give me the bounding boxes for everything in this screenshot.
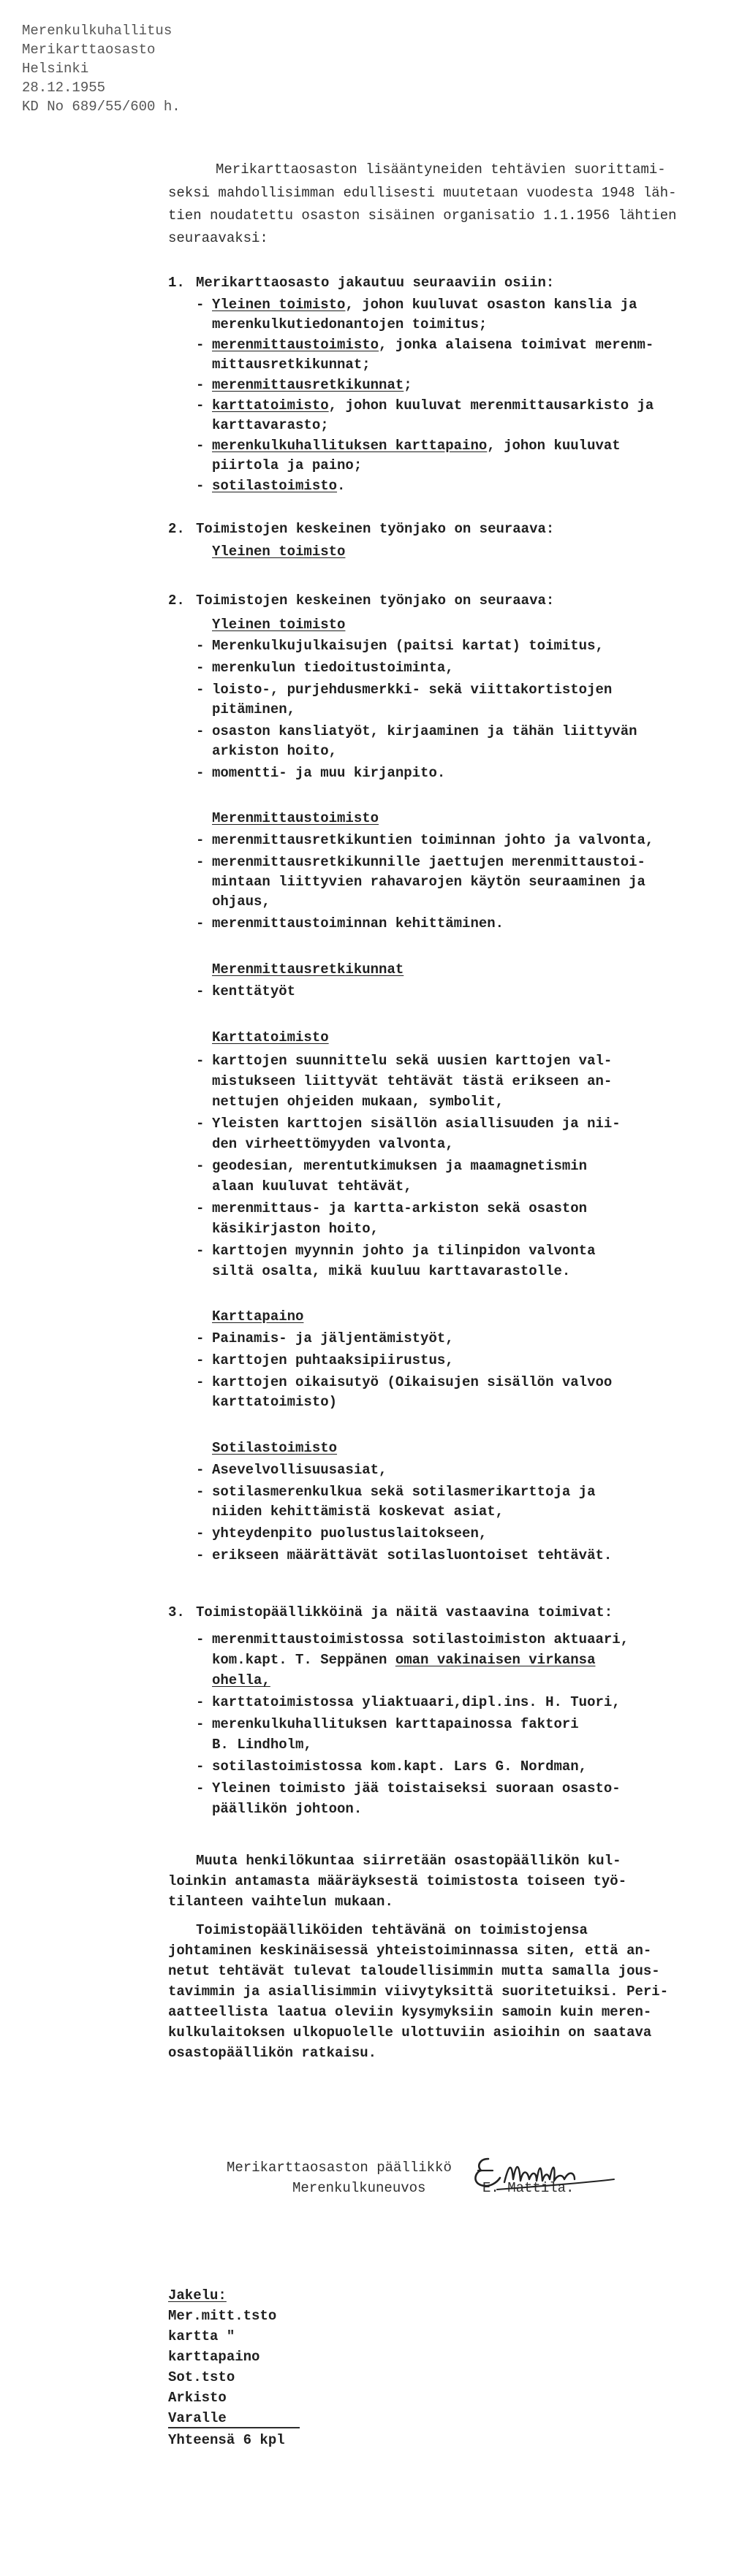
appointment-line: päällikön johtoon. [212,1801,363,1817]
subsection-heading: Yleinen toimisto [212,617,346,633]
bullet-dash: - [196,1694,205,1710]
duty-line: karttojen oikaisutyö (Oikaisujen sisällön valvoo [212,1374,613,1390]
bullet-dash: - [196,377,205,393]
duty-line: merenmittaustoiminnan kehittäminen. [212,915,504,931]
list-item-continuation: merenkulkutiedonantojen toimitus; [212,316,488,332]
bullet-dash: - [196,1780,205,1796]
paragraph-line: loinkin antamasta määräyksestä toimistosta toiseen työ- [168,1873,627,1889]
bullet-dash: - [196,660,205,676]
distribution-item: kartta " [168,2328,235,2344]
list-item: Yleinen toimisto, johon kuuluvat osaston kanslia ja [212,297,637,313]
bullet-dash: - [196,915,205,931]
total-rule [168,2427,300,2428]
subsection-heading: Yleinen toimisto [212,544,346,560]
duty-line: kenttätyöt [212,983,296,999]
duty-line: alaan kuuluvat tehtävät, [212,1178,412,1194]
section-number: 2. [168,521,185,537]
list-item: merenmittaustoimisto, jonka alaisena toimivat merenm- [212,337,654,353]
duty-line: merenmittausretkikuntien toiminnan johto ja valvonta, [212,832,654,848]
bullet-dash: - [196,765,205,781]
duty-line: merenkulun tiedoitustoiminta, [212,660,454,676]
subsection-heading: Merenmittausretkikunnat [212,961,404,978]
bullet-dash: - [196,638,205,654]
bullet-dash: - [196,723,205,739]
list-item: karttatoimisto, johon kuuluvat merenmittausarkisto ja [212,397,654,414]
bullet-dash: - [196,1631,205,1647]
section-number: 3. [168,1604,185,1620]
section-title: Merikarttaosasto jakautuu seuraaviin osiin: [196,275,555,291]
duty-line: Merenkulkujulkaisujen (paitsi kartat) toimitus, [212,638,604,654]
intro-line: Merikarttaosaston lisääntyneiden tehtävien suorittami- [216,161,666,178]
appointment-line: karttatoimistossa yliaktuaari,dipl.ins. H. Tuori, [212,1694,621,1710]
duty-line: merenmittausretkikunnille jaettujen merenmittaustoi- [212,854,645,870]
bullet-dash: - [196,337,205,353]
duty-line: mistukseen liittyvät tehtävät tästä erikseen an- [212,1073,613,1089]
bullet-dash: - [196,1352,205,1368]
appointment-line: sotilastoimistossa kom.kapt. Lars G. Nordman, [212,1758,588,1775]
paragraph-line: Toimistopäälliköiden tehtävänä on toimistojensa [196,1922,588,1938]
duty-line: Painamis- ja jäljentämistyöt, [212,1330,454,1346]
list-item-continuation: mittausretkikunnat; [212,357,371,373]
subsection-heading: Karttapaino [212,1308,304,1325]
duty-line: merenmittaus- ja kartta-arkiston sekä osaston [212,1200,588,1216]
header-city: Helsinki [22,61,89,77]
section-number: 1. [168,275,185,291]
distribution-item: Arkisto [168,2390,227,2406]
intro-line: tien noudatettu osaston sisäinen organisatio 1.1.1956 lähtien [168,207,677,224]
paragraph-line: aatteellista laatua oleviin kysymyksiin samoin kuin meren- [168,2004,652,2020]
handwritten-signature [468,2150,621,2194]
duty-line: loisto-, purjehdusmerkki- sekä viittakortistojen [212,682,613,698]
duty-line: siltä osalta, mikä kuuluu karttavarastolle. [212,1263,571,1279]
paragraph-line: tavimmin ja asiallisimmin viivytyksittä suoritetuiksi. Peri- [168,1984,669,2000]
duty-line: erikseen määrättävät sotilasluontoiset tehtävät. [212,1547,613,1563]
bullet-dash: - [196,1243,205,1259]
appointment-line: Yleinen toimisto jää toistaiseksi suoraan osasto- [212,1780,621,1796]
distribution-total: Yhteensä 6 kpl [168,2432,285,2448]
bullet-dash: - [196,1716,205,1732]
duty-line: den virheettömyyden valvonta, [212,1136,454,1152]
paragraph-line: netut tehtävät tulevat taloudellisimmin mutta samalla jous- [168,1963,660,1979]
subsection-heading: Karttatoimisto [212,1029,329,1045]
appointment-line: B. Lindholm, [212,1737,312,1753]
duty-line: pitäminen, [212,701,296,717]
bullet-dash: - [196,1330,205,1346]
duty-line: karttojen puhtaaksipiirustus, [212,1352,454,1368]
duty-line: Asevelvollisuusasiat, [212,1462,387,1478]
bullet-dash: - [196,1116,205,1132]
list-item: sotilastoimisto. [212,478,346,494]
duty-line: karttatoimisto) [212,1394,338,1410]
bullet-dash: - [196,682,205,698]
list-item-continuation: piirtola ja paino; [212,457,363,473]
appointment-line: kom.kapt. T. Seppänen oman vakinaisen virkansa [212,1652,596,1668]
intro-line: seksi mahdollisimman edullisesti muutetaan vuodesta 1948 läh- [168,185,677,201]
distribution-item: Mer.mitt.tsto [168,2308,277,2324]
bullet-dash: - [196,297,205,313]
bullet-dash: - [196,1525,205,1542]
signatory-rank: Merenkulkuneuvos [292,2180,426,2196]
header-reference: KD No 689/55/600 h. [22,99,181,115]
distribution-item: Sot.tsto [168,2369,235,2385]
paragraph-line: osastopäällikön ratkaisu. [168,2045,377,2061]
duty-line: geodesian, merentutkimuksen ja maamagnetismin [212,1158,588,1174]
list-item-continuation: karttavarasto; [212,417,329,433]
header-date: 28.12.1955 [22,80,106,96]
duty-line: yhteydenpito puolustuslaitokseen, [212,1525,488,1542]
distribution-item: karttapaino [168,2349,260,2365]
appointment-line: merenkulkuhallituksen karttapainossa faktori [212,1716,579,1732]
paragraph-line: kulkulaitoksen ulkopuolelle ulottuviin asioihin on saatava [168,2024,652,2040]
signatory-name: E. Mattila. [482,2180,575,2196]
paragraph-line: tilanteen vaihtelun mukaan. [168,1894,393,1910]
distribution-item: Varalle [168,2410,227,2426]
duty-line: käsikirjaston hoito, [212,1221,379,1237]
duty-line: Yleisten karttojen sisällön asiallisuuden ja nii- [212,1116,621,1132]
duty-line: karttojen suunnittelu sekä uusien karttojen val- [212,1053,613,1069]
section-title: Toimistojen keskeinen työnjako on seuraava: [196,592,555,609]
bullet-dash: - [196,983,205,999]
bullet-dash: - [196,832,205,848]
signatory-title: Merikarttaosaston päällikkö [227,2160,452,2176]
paragraph-line: johtaminen keskinäisessä yhteistoiminnassa siten, että an- [168,1943,652,1959]
duty-line: sotilasmerenkulkua sekä sotilasmerikarttoja ja [212,1484,596,1500]
duty-line: arkiston hoito, [212,743,338,759]
bullet-dash: - [196,854,205,870]
bullet-dash: - [196,1200,205,1216]
duty-line: niiden kehittämistä koskevat asiat, [212,1504,504,1520]
section-number: 2. [168,592,185,609]
appointment-line: ohella, [212,1672,270,1688]
bullet-dash: - [196,397,205,414]
section-title: Toimistopäällikköinä ja näitä vastaavina toimivat: [196,1604,613,1620]
bullet-dash: - [196,1462,205,1478]
list-item: merenmittausretkikunnat; [212,377,412,393]
bullet-dash: - [196,1374,205,1390]
bullet-dash: - [196,478,205,494]
bullet-dash: - [196,438,205,454]
header-department: Merikarttaosasto [22,42,156,58]
bullet-dash: - [196,1484,205,1500]
subsection-heading: Sotilastoimisto [212,1440,338,1456]
bullet-dash: - [196,1158,205,1174]
duty-line: osaston kansliatyöt, kirjaaminen ja tähän liittyvän [212,723,637,739]
duty-line: ohjaus, [212,893,270,910]
bullet-dash: - [196,1547,205,1563]
bullet-dash: - [196,1053,205,1069]
paragraph-line: Muuta henkilökuntaa siirretään osastopäällikön kul- [196,1853,621,1869]
duty-line: momentti- ja muu kirjanpito. [212,765,446,781]
appointment-line: merenmittaustoimistossa sotilastoimiston aktuaari, [212,1631,629,1647]
distribution-heading: Jakelu: [168,2287,227,2303]
duty-line: nettujen ohjeiden mukaan, symbolit, [212,1094,504,1110]
bullet-dash: - [196,1758,205,1775]
list-item: merenkulkuhallituksen karttapaino, johon kuuluvat [212,438,621,454]
duty-line: mintaan liittyvien rahavarojen käytön seuraaminen ja [212,874,645,890]
section-title: Toimistojen keskeinen työnjako on seuraava: [196,521,555,537]
subsection-heading: Merenmittaustoimisto [212,810,379,826]
duty-line: karttojen myynnin johto ja tilinpidon valvonta [212,1243,596,1259]
intro-line: seuraavaksi: [168,230,268,246]
header-authority: Merenkulkuhallitus [22,23,173,39]
